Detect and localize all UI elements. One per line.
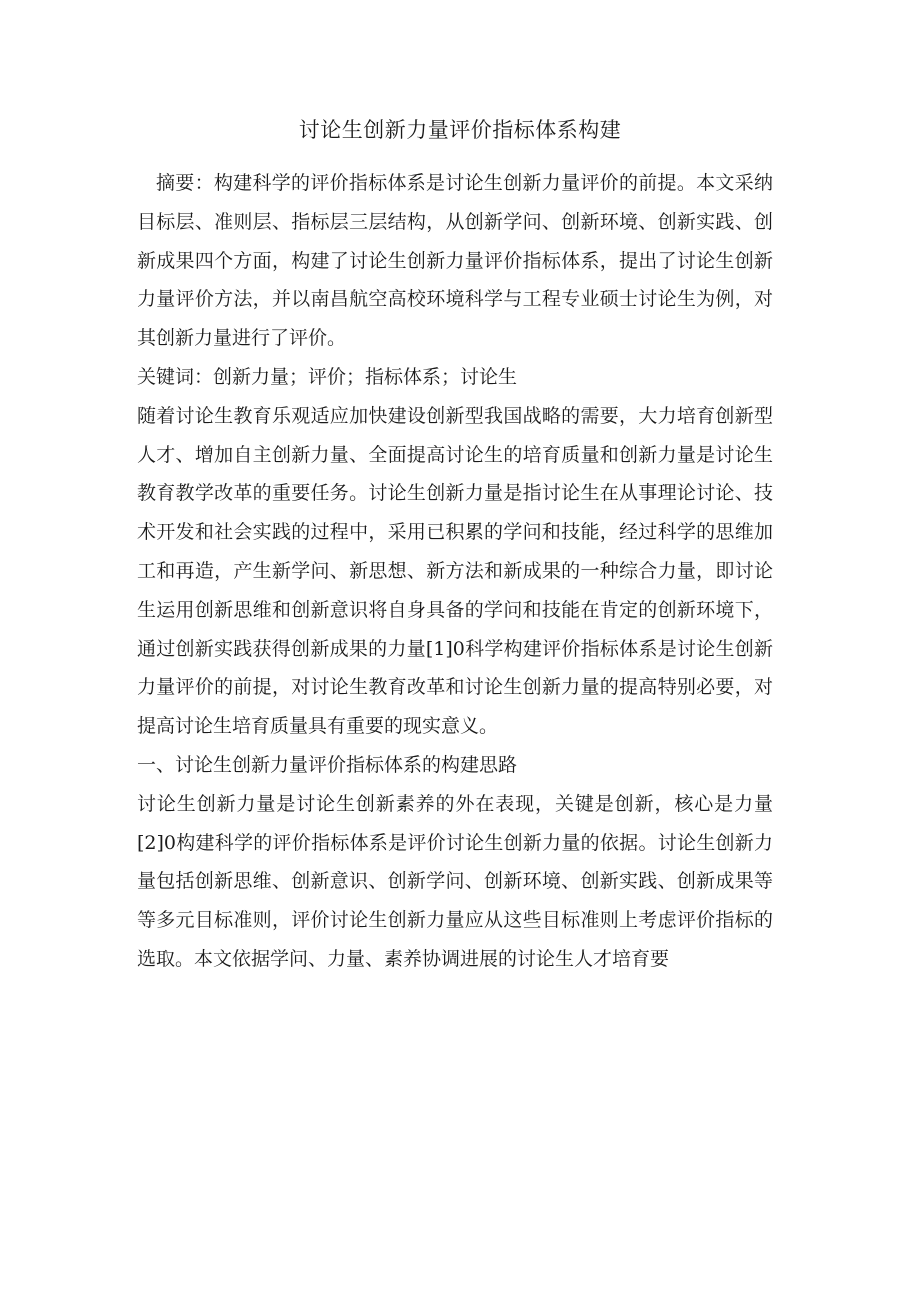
section-heading: 一、讨论生创新力量评价指标体系的构建思路 <box>137 753 518 776</box>
abstract-paragraph: 摘要：构建科学的评价指标体系是讨论生创新力量评价的前提。本文采纳目标层、准则层、指标层三层结构，从创新学问、创新环境、创新实践、创新成果四个方面，构建了讨论生创新力量评价指标体系，提出了讨论生创新力量评价方法，并以南昌航空高校环境科学与工程专业硕士讨论生为例，对其创新力量进行了评价。 <box>137 172 773 350</box>
document-body <box>137 164 773 979</box>
document-title: 讨论生创新力量评价指标体系构建 <box>298 118 622 142</box>
intro-paragraph: 随着讨论生教育乐观适应加快建设创新型我国战略的需要，大力培育创新型人才、增加自主创新力量、全面提高讨论生的培育质量和创新力量是讨论生教育教学改革的重要任务。讨论生创新力量是指讨论生在从事理论讨论、技术开发和社会实践的过程中，采用已积累的学问和技能，经过科学的思维加工和再造，产生新学问、新思想、新方法和新成果的一种综合力量，即讨论生运用创新思维和创新意识将自身具备的学问和技能在肯定的创新环境下，通过创新实践获得创新成果的力量[1]0科学构建评价指标体系是讨论生创新力量评价的前提，对讨论生教育改革和讨论生创新力量的提高特别必要，对提高讨论生培育质量具有重要的现实意义。 <box>137 404 773 738</box>
keywords-line: 关键词：创新力量；评价；指标体系；讨论生 <box>137 365 518 388</box>
section-paragraph: 讨论生创新力量是讨论生创新素养的外在表现，关键是创新，核心是力量[2]0构建科学的评价指标体系是评价讨论生创新力量的依据。讨论生创新力量包括创新思维、创新意识、创新学问、创新环境、创新实践、创新成果等等多元目标准则，评价讨论生创新力量应从这些目标准则上考虑评价指标的选取。本文依据学问、力量、素养协调进展的讨论生人才培育要 <box>137 792 773 970</box>
